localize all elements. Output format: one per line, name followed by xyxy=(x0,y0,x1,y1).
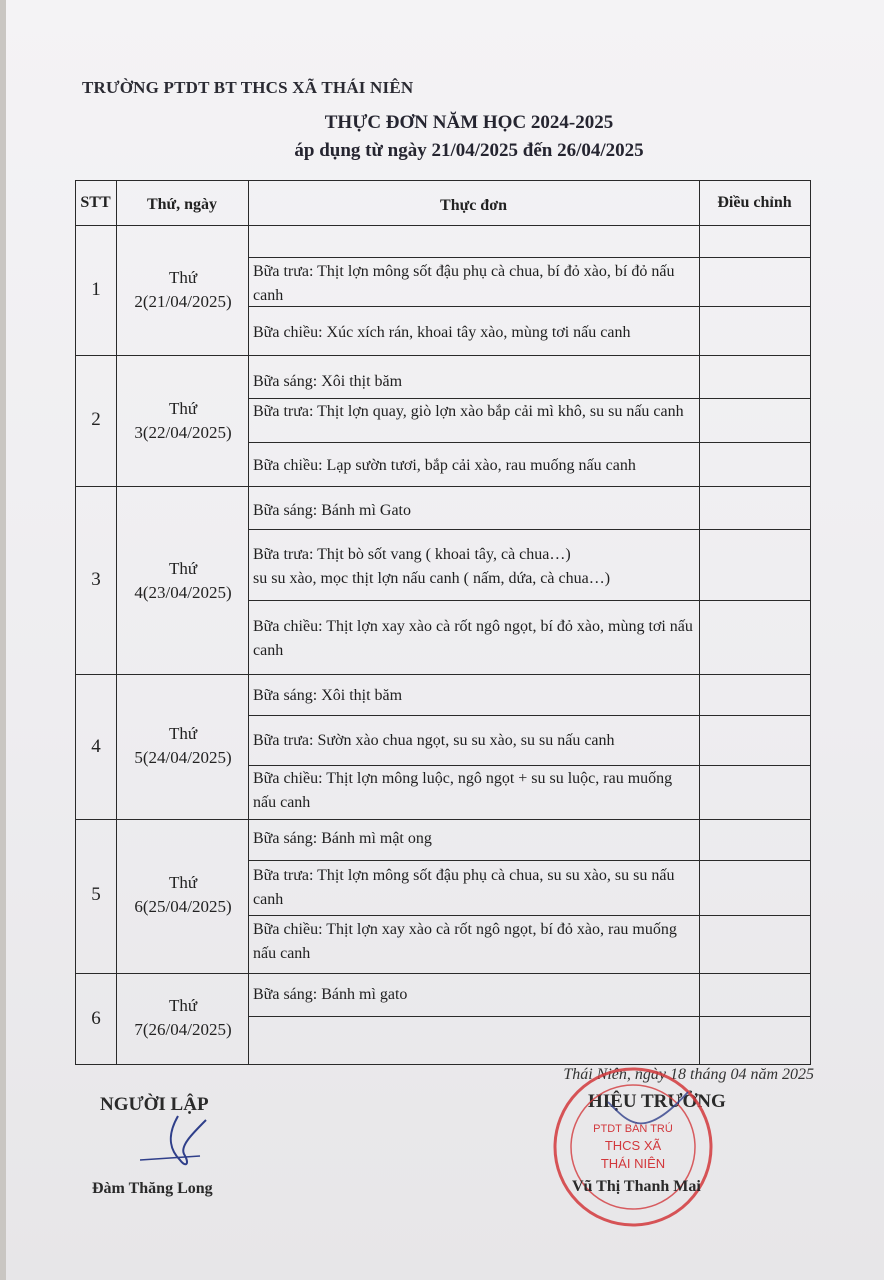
principal-name: Vũ Thị Thanh Mai xyxy=(572,1178,701,1195)
row-5-breakfast: Bữa sáng: Bánh mì mật ong xyxy=(253,830,432,847)
row-1-day: Thứ 2(21/04/2025) xyxy=(134,268,232,311)
row-2-stt: 2 xyxy=(91,409,101,430)
column-header-day: Thứ, ngày xyxy=(146,196,218,213)
row-5-day: Thứ 6(25/04/2025) xyxy=(134,873,232,916)
column-header-stt: STT xyxy=(80,194,111,211)
row-4-lunch: Bữa trưa: Sườn xào chua ngọt, su su xào, su su nấu canh xyxy=(253,732,615,749)
preparer-name: Đàm Thăng Long xyxy=(92,1180,213,1197)
svg-text:THCS XÃ: THCS XÃ xyxy=(604,1138,662,1153)
row-2-lunch: Bữa trưa: Thịt lợn quay, giò lợn xào bắp cải mì khô, su su nấu canh xyxy=(253,403,684,420)
row-6-day: Thứ 7(26/04/2025) xyxy=(134,996,232,1039)
svg-text:THÁI NIÊN: THÁI NIÊN xyxy=(600,1156,666,1171)
column-header-menu: Thực đơn xyxy=(440,197,507,214)
row-5-dinner: Bữa chiều: Thịt lợn xay xào cà rốt ngô ngọt, bí đỏ xào, rau muống nấu canh xyxy=(253,921,677,962)
row-3-day: Thứ 4(23/04/2025) xyxy=(134,559,232,602)
row-6-stt: 6 xyxy=(91,1008,101,1029)
preparer-signature xyxy=(140,1110,230,1180)
row-3-lunch-cont: su su xào, mọc thịt lợn nấu canh ( nấm, dứa, cà chua…) xyxy=(253,570,611,587)
row-1-stt: 1 xyxy=(91,279,101,300)
row-5-lunch: Bữa trưa: Thịt lợn mông sốt đậu phụ cà chua, su su xào, su su nấu canh xyxy=(253,867,675,908)
school-stamp xyxy=(548,1062,718,1232)
row-2-breakfast: Bữa sáng: Xôi thịt băm xyxy=(253,373,403,390)
row-5-stt: 5 xyxy=(91,884,101,905)
row-3-stt: 3 xyxy=(91,569,101,590)
row-2-day: Thứ 3(22/04/2025) xyxy=(134,399,232,442)
menu-title: THỰC ĐƠN NĂM HỌC 2024-2025 xyxy=(324,112,614,133)
row-1-lunch: Bữa trưa: Thịt lợn mông sốt đậu phụ cà chua, bí đỏ xào, bí đỏ nấu canh xyxy=(253,263,675,304)
row-3-breakfast: Bữa sáng: Bánh mì Gato xyxy=(253,502,411,519)
row-4-dinner: Bữa chiều: Thịt lợn mông luộc, ngô ngọt + su su luộc, rau muống nấu canh xyxy=(253,770,673,811)
place-date: Thái Niên, ngày 18 tháng 04 năm 2025 xyxy=(563,1066,814,1083)
row-4-day: Thứ 5(24/04/2025) xyxy=(134,724,232,767)
row-1-dinner: Bữa chiều: Xúc xích rán, khoai tây xào, mùng tơi nấu canh xyxy=(253,324,631,341)
school-name: TRƯỜNG PTDT BT THCS XÃ THÁI NIÊN xyxy=(82,78,414,97)
column-header-adjust: Điều chỉnh xyxy=(717,194,792,211)
svg-text:PTDT BÁN TRÚ: PTDT BÁN TRÚ xyxy=(593,1123,673,1135)
row-3-lunch: Bữa trưa: Thịt bò sốt vang ( khoai tây, cà chua…) xyxy=(253,546,571,563)
menu-subtitle: áp dụng từ ngày 21/04/2025 đến 26/04/2025 xyxy=(294,140,644,161)
preparer-title: NGƯỜI LẬP xyxy=(100,1094,209,1115)
principal-title: HIỆU TRƯỞNG xyxy=(588,1091,726,1112)
row-6-breakfast: Bữa sáng: Bánh mì gato xyxy=(253,986,408,1003)
row-4-breakfast: Bữa sáng: Xôi thịt băm xyxy=(253,687,403,704)
row-3-dinner: Bữa chiều: Thịt lợn xay xào cà rốt ngô ngọt, bí đỏ xào, mùng tơi nấu canh xyxy=(253,618,693,659)
row-2-dinner: Bữa chiều: Lạp sườn tươi, bắp cải xào, rau muống nấu canh xyxy=(253,457,636,474)
row-4-stt: 4 xyxy=(91,736,101,757)
